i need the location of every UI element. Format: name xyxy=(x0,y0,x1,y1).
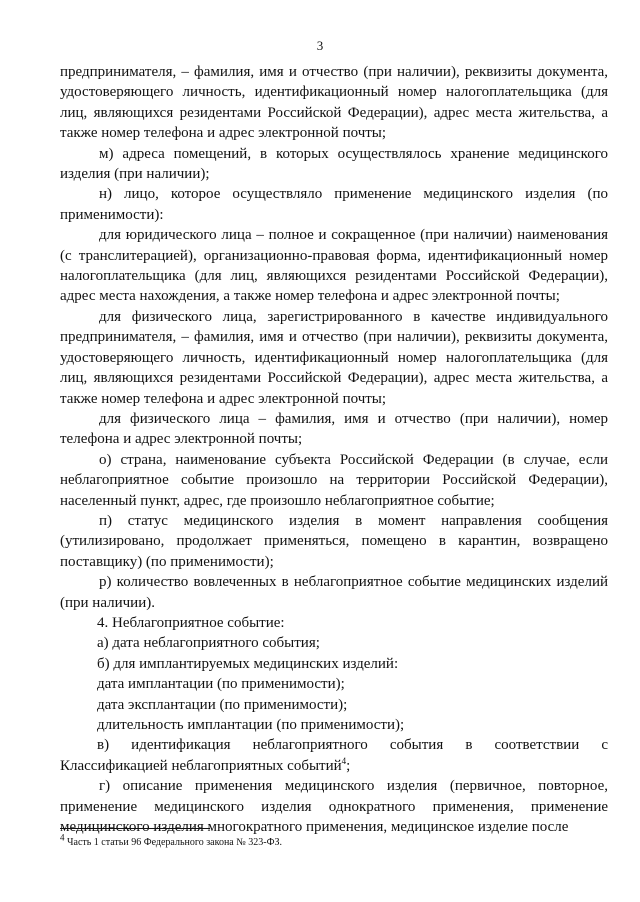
footnote-text: Часть 1 статьи 96 Федерального закона № 323-ФЗ. xyxy=(67,837,283,848)
item-a-event-date: а) дата неблагоприятного события; xyxy=(97,635,320,652)
paragraph-individual: для физического лица – фамилия, имя и отчество (при наличии), номер телефона и адрес электронной почты; xyxy=(60,410,608,448)
implantation-duration: длительность имплантации (по применимости); xyxy=(97,717,405,733)
item-g-usage-description: г) описание применения медицинского изделия (первичное, повторное, применение медицинского изделия однократного применения, применение медицинского изделия многократного применения, медицинское изделие после xyxy=(60,778,608,836)
item-v-event-identification xyxy=(60,735,608,776)
item-m-storage-addresses: м) адреса помещений, в которых осуществлялось хранение медицинского изделия (при наличии); xyxy=(60,145,608,183)
footnote-marker: 4 xyxy=(60,832,65,843)
paragraph-individual-entrepreneur: для физического лица, зарегистрированного в качестве индивидуального предпринимателя, – фамилия, имя и отчество (при наличии), реквизиты документа, удостоверяющего личность, идентификационный номер налогоплательщика (для лиц, являющихся резидентами Российской Федерации), адрес места жительства, а также номер телефона и адрес электронной почты; xyxy=(60,308,608,407)
implantation-date: дата имплантации (по применимости); xyxy=(97,676,345,693)
page-number: 3 xyxy=(316,38,324,53)
paragraph-legal-entity: для юридического лица – полное и сокращенное (при наличии) наименования (с транслитерацией), организационно-правовая форма, идентификационный номер налогоплательщика (для лиц, являющихся резидентами Российской Федерации), адрес места нахождения, а также номер телефона и адрес электронной почты; xyxy=(60,227,608,305)
item-n-device-user: н) лицо, которое осуществляло применение медицинского изделия (по применимости): xyxy=(60,186,608,223)
item-r-device-count: р) количество вовлеченных в неблагоприятное событие медицинских изделий (при наличии). xyxy=(60,574,608,611)
footnote xyxy=(60,832,608,849)
paragraph-continuation: предпринимателя, – фамилия, имя и отчество (при наличии), реквизиты документа, удостоверяющего личность, идентификационный номер налогоплательщика (для лиц, являющихся резидентами Российской Федерации), адрес места жительства, а также номер телефона и адрес электронной почты; xyxy=(60,64,608,142)
footnote-divider xyxy=(60,828,210,829)
footnote-reference[interactable]: 4 xyxy=(341,755,347,766)
item-v-text: в) идентификация неблагоприятного события в соответствии с Классификацией неблагоприятных событий xyxy=(60,737,608,774)
item-v-suffix: ; xyxy=(346,757,351,774)
item-o-location: о) страна, наименование субъекта Российской Федерации (в случае, если неблагоприятное событие произошло на территории Российской Федерации), населенный пункт, адрес, где произошло неблагоприятное событие; xyxy=(60,451,608,509)
item-p-device-status: п) статус медицинского изделия в момент направления сообщения (утилизировано, продолжает применяться, помещено в карантин, возвращено поставщику) (по применимости); xyxy=(60,512,608,570)
item-b-implantable-devices: б) для имплантируемых медицинских изделий: xyxy=(97,655,399,672)
section-4-heading: 4. Неблагоприятное событие: xyxy=(97,614,285,631)
document-body xyxy=(60,62,608,837)
explantation-date: дата эксплантации (по применимости); xyxy=(97,696,348,713)
